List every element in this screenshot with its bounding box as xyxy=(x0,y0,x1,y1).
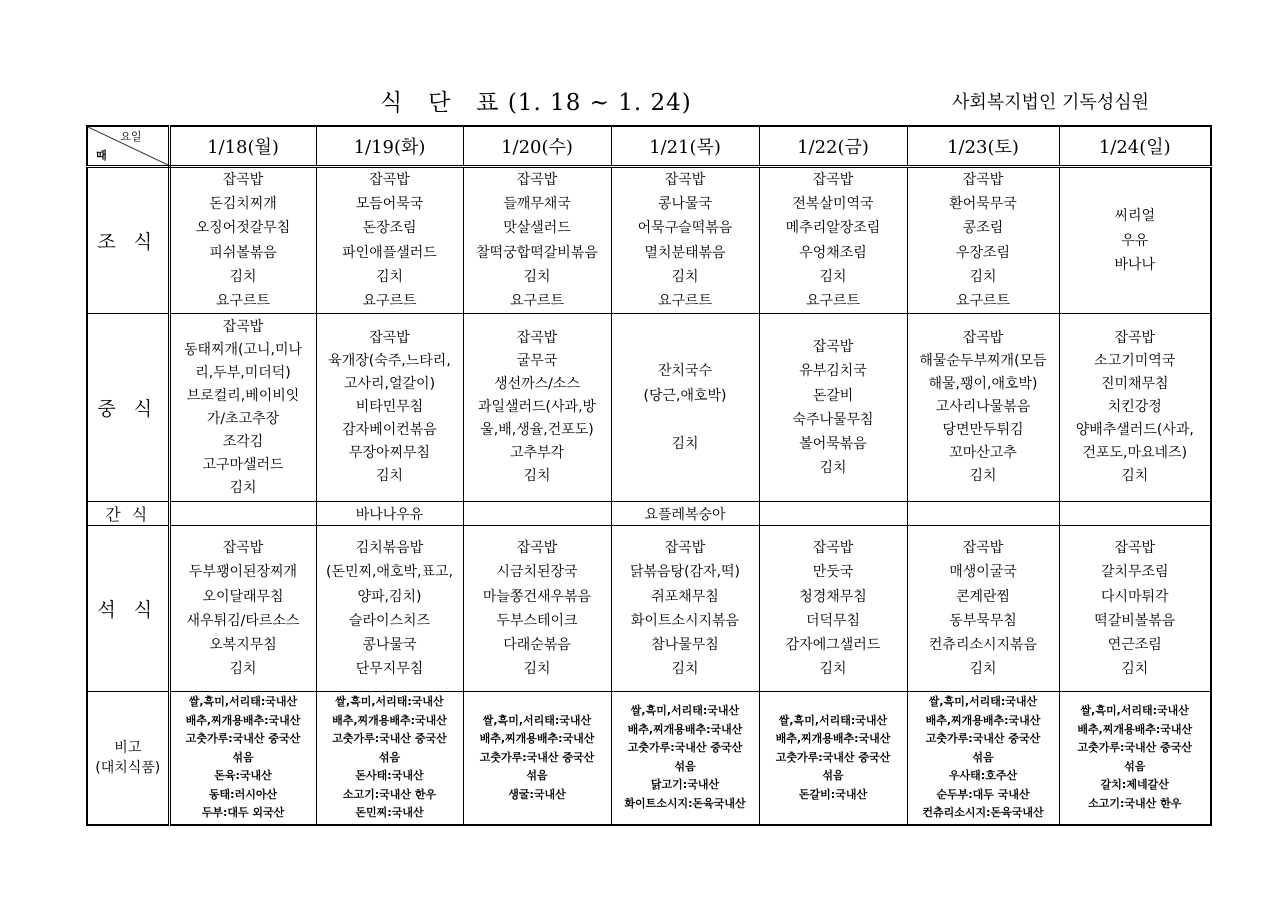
menu-item: 잡곡밥 xyxy=(222,540,264,557)
origin-note-line: 소고기:국내산 한우 xyxy=(1088,796,1182,810)
menu-item: 과일샐러드(사과,방 xyxy=(477,399,597,416)
menu-item: 만둣국 xyxy=(812,564,854,581)
menu-item: 김치볶음밥 xyxy=(355,540,424,557)
snack-cell xyxy=(759,502,907,526)
menu-item: (돈민찌,애호박,표고, xyxy=(325,564,453,581)
menu-item: 조각김 xyxy=(222,433,264,450)
origin-note-line: 소고기:국내산 한우 xyxy=(342,787,437,801)
origin-note-line: 고춧가루:국내산 중국산 xyxy=(1077,741,1192,755)
menu-item: 잡곡밥 xyxy=(369,330,410,347)
origin-note-line: 쌀,흑미,서리태:국내산 xyxy=(778,713,888,727)
menu-item: 건포도,마요네즈) xyxy=(1082,445,1188,462)
menu-item: 어묵구슬떡볶음 xyxy=(637,220,733,237)
menu-item: 오징어젓갈무침 xyxy=(195,220,291,237)
menu-item: 잡곡밥 xyxy=(369,172,410,188)
snack-cell xyxy=(463,502,611,526)
lunch-cell xyxy=(1059,314,1211,502)
menu-item: 요구르트 xyxy=(509,293,565,310)
day-header: 1/23(토) xyxy=(907,126,1059,167)
lunch-cell xyxy=(907,314,1059,502)
dinner-cell xyxy=(169,526,316,692)
origin-note-line: 섞음 xyxy=(674,759,696,773)
day-header: 1/20(수) xyxy=(463,126,611,167)
origin-note-line: 배추,찌개용배추:국내산 xyxy=(1077,722,1193,736)
origin-note-line: 닭고기:국내산 xyxy=(650,778,720,792)
notes-sublabel: (대치식품) xyxy=(95,759,161,776)
menu-item: 꼬마산고추 xyxy=(949,445,1017,462)
day-header: 1/19(화) xyxy=(316,126,463,167)
lunch-cell xyxy=(463,314,611,502)
day-header: 1/21(목) xyxy=(611,126,759,167)
menu-item: 양파,김치) xyxy=(357,588,422,605)
menu-item: 유부김치국 xyxy=(799,363,867,380)
menu-item: 두부꽹이된장찌개 xyxy=(188,564,298,581)
menu-item: 당면만두튀김 xyxy=(942,422,1024,439)
menu-item: 환어묵무국 xyxy=(949,196,1017,213)
menu-item: 오이달래무침 xyxy=(202,588,284,605)
menu-item: 쥐포채무침 xyxy=(651,588,719,605)
notes-row xyxy=(87,692,1211,825)
menu-item: 동태찌개(고니,미나 xyxy=(183,341,303,358)
menu-item: 요구르트 xyxy=(955,293,1011,310)
menu-item: 콩조림 xyxy=(962,220,1004,237)
menu-item: 단무지무침 xyxy=(355,661,424,678)
notes-label: 비고 xyxy=(114,739,142,756)
menu-item: 더덕무침 xyxy=(805,612,861,629)
breakfast-row xyxy=(87,167,1211,314)
menu-item: 김치 xyxy=(819,268,847,285)
breakfast-cell xyxy=(316,167,463,314)
menu-item: 모듬어묵국 xyxy=(355,196,424,213)
breakfast-cell xyxy=(463,167,611,314)
menu-item: 숙주나물무침 xyxy=(792,411,874,428)
origin-note-line: 배추,찌개용배추:국내산 xyxy=(185,713,301,727)
menu-item: 화이트소시지볶음 xyxy=(630,612,740,629)
menu-item: 동부묵무침 xyxy=(949,612,1017,629)
organization-name: 사회복지법인 기독성심원 xyxy=(952,92,1149,113)
lunch-cell xyxy=(316,314,463,502)
menu-item: 브로컬리,베이비잇 xyxy=(186,387,300,404)
menu-item: 우장조림 xyxy=(955,244,1011,261)
menu-item: 김치 xyxy=(1121,468,1149,485)
menu-item: 찰떡궁합떡갈비볶음 xyxy=(476,244,598,261)
menu-item: 고추부각 xyxy=(509,445,565,462)
dinner-cell xyxy=(316,526,463,692)
menu-item: 해물,꽹이,애호박) xyxy=(928,376,1038,393)
menu-item: 생선까스/소스 xyxy=(494,376,580,393)
menu-item: 슬라이스치즈 xyxy=(348,612,431,629)
lunch-cell xyxy=(169,314,316,502)
meal-label-snack: 간 식 xyxy=(87,502,169,526)
menu-item: 메추리알장조림 xyxy=(785,220,881,237)
menu-item: 청경채무침 xyxy=(799,588,867,605)
menu-item: 씨리얼 xyxy=(1114,208,1156,225)
menu-item: 양배추샐러드(사과, xyxy=(1075,422,1194,439)
menu-item: 잡곡밥 xyxy=(962,172,1004,188)
menu-item: 돈갈비 xyxy=(812,387,854,404)
menu-item: 잡곡밥 xyxy=(812,339,854,356)
menu-item: 연근조림 xyxy=(1107,636,1162,653)
menu-item: 매생이굴국 xyxy=(949,564,1017,581)
menu-item: 오복지무침 xyxy=(209,636,277,653)
notes-cell xyxy=(759,692,907,825)
menu-item: 김치 xyxy=(819,661,847,678)
origin-note-line: 돈갈비:국내산 xyxy=(798,787,868,801)
notes-cell xyxy=(463,692,611,825)
origin-note-line: 섞음 xyxy=(972,750,994,764)
menu-item: 떡갈비볼볶음 xyxy=(1094,612,1176,629)
menu-item: 감자에그샐러드 xyxy=(785,636,881,653)
lunch-cell xyxy=(611,314,759,502)
menu-item: 잡곡밥 xyxy=(962,540,1004,557)
origin-note-line: 돈민찌:국내산 xyxy=(355,806,424,820)
menu-item: 고사리나물볶음 xyxy=(935,399,1031,416)
menu-item: 김치 xyxy=(969,468,997,485)
lunch-cell xyxy=(759,314,907,502)
snack-cell xyxy=(169,502,316,526)
menu-item: 잡곡밥 xyxy=(222,318,264,335)
origin-note-line: 배추,찌개용배추:국내산 xyxy=(775,732,891,746)
origin-note-line: 순두부:대두 국내산 xyxy=(936,787,1030,801)
menu-item: 김치 xyxy=(969,661,997,678)
menu-item: 김치 xyxy=(671,661,699,678)
origin-note-line: 섞음 xyxy=(378,750,401,764)
origin-note-line: 섞음 xyxy=(822,769,844,783)
notes-label-cell xyxy=(87,692,169,825)
origin-note-line: 고춧가루:국내산 중국산 xyxy=(627,741,743,755)
menu-item: 요구르트 xyxy=(805,293,861,310)
meal-label-breakfast: 조 식 xyxy=(87,167,169,314)
origin-note-line: 쌀,흑미,서리태:국내산 xyxy=(482,713,592,727)
menu-item: 콩나물국 xyxy=(362,636,417,653)
menu-item: 다래순볶음 xyxy=(503,636,571,653)
menu-item: 가/초고추장 xyxy=(206,410,280,427)
origin-note-line: 쌀,흑미,서리태:국내산 xyxy=(335,695,444,709)
menu-item: 참나물무침 xyxy=(651,636,719,653)
snack-row xyxy=(87,502,1211,526)
menu-item: 김치 xyxy=(375,468,404,485)
menu-item: 우유 xyxy=(1121,232,1149,249)
breakfast-cell xyxy=(611,167,759,314)
page-title: 식 단 표 (1. 18 ~ 1. 24) xyxy=(380,90,692,116)
origin-note-line: 고춧가루:국내산 중국산 xyxy=(332,732,447,746)
menu-item: 김치 xyxy=(671,268,699,285)
origin-note-line: 생굴:국내산 xyxy=(508,787,566,801)
breakfast-cell xyxy=(169,167,316,314)
menu-item: 볼어묵볶음 xyxy=(799,435,867,452)
menu-item: 요구르트 xyxy=(362,293,417,310)
menu-item: 고사리,얼갈이) xyxy=(343,376,436,393)
menu-item: 돈장조림 xyxy=(362,220,417,237)
notes-cell xyxy=(169,692,316,825)
breakfast-cell xyxy=(759,167,907,314)
notes-cell xyxy=(1059,692,1211,825)
menu-item: 요구르트 xyxy=(215,293,271,310)
breakfast-cell xyxy=(1059,167,1211,314)
dinner-cell xyxy=(759,526,907,692)
meal-label-dinner: 석 식 xyxy=(87,526,169,692)
menu-item: 콩나물국 xyxy=(657,196,713,213)
menu-item: 감자베이컨볶음 xyxy=(342,422,437,439)
origin-note-line: 쌀,흑미,서리태:국내산 xyxy=(928,695,1038,709)
menu-item: 잡곡밥 xyxy=(222,172,264,188)
dinner-cell xyxy=(463,526,611,692)
menu-item: 소고기미역국 xyxy=(1094,353,1176,370)
menu-item: 들깨무채국 xyxy=(503,196,571,213)
menu-item: 잡곡밥 xyxy=(516,172,558,188)
snack-cell xyxy=(907,502,1059,526)
snack-cell: 바나나우유 xyxy=(316,502,463,526)
menu-item: 김치 xyxy=(229,479,257,496)
notes-cell xyxy=(907,692,1059,825)
notes-cell xyxy=(611,692,759,825)
menu-item: 김치 xyxy=(523,661,551,678)
day-header-row xyxy=(87,126,1211,167)
origin-note-line: 배추,찌개용배추:국내산 xyxy=(332,713,447,727)
origin-note-line: 두부:대두 외국산 xyxy=(201,806,285,820)
breakfast-cell xyxy=(907,167,1059,314)
menu-item: 닭볶음탕(감자,떡) xyxy=(629,564,741,581)
menu-item: 갈치무조림 xyxy=(1100,564,1169,581)
origin-note-line: 돈육:국내산 xyxy=(214,769,272,783)
menu-item: 김치 xyxy=(229,268,257,285)
origin-note-line: 컨츄리소시지:돈육국내산 xyxy=(922,806,1044,820)
dinner-cell xyxy=(1059,526,1211,692)
menu-item: 잡곡밥 xyxy=(664,540,706,557)
day-header: 1/24(일) xyxy=(1059,126,1211,167)
menu-item: 피쉬볼볶음 xyxy=(209,244,277,261)
origin-note-line: 쌀,흑미,서리태:국내산 xyxy=(188,695,298,709)
corner-day-label: 요일 xyxy=(120,130,142,143)
menu-item: 잡곡밥 xyxy=(516,330,558,347)
dinner-cell xyxy=(611,526,759,692)
menu-item: 다시마튀각 xyxy=(1100,588,1169,605)
origin-note-line: 섞음 xyxy=(526,769,548,783)
menu-item: 두부스테이크 xyxy=(496,612,578,629)
menu-item: 고구마샐러드 xyxy=(202,456,284,473)
menu-item: 돈김치찌개 xyxy=(209,196,277,213)
menu-item: 치킨강정 xyxy=(1107,399,1162,416)
meal-label-lunch: 중 식 xyxy=(87,314,169,502)
origin-note-line: 배추,찌개용배추:국내산 xyxy=(925,713,1041,727)
origin-note-line: 쌀,흑미,서리태:국내산 xyxy=(1080,704,1189,718)
menu-item: 잡곡밥 xyxy=(1114,330,1156,347)
menu-item: 파인애플샐러드 xyxy=(342,244,437,261)
menu-item: 컨츄리소시지볶음 xyxy=(928,636,1038,653)
origin-note-line: 배추,찌개용배추:국내산 xyxy=(627,722,743,736)
menu-item: 잡곡밥 xyxy=(664,172,706,188)
notes-cell xyxy=(316,692,463,825)
dinner-cell xyxy=(907,526,1059,692)
menu-item: 잡곡밥 xyxy=(812,540,854,557)
corner-meal-label: 때 xyxy=(96,149,107,162)
menu-item: (당근,애호박) xyxy=(643,387,727,404)
menu-item: 잔치국수 xyxy=(657,363,713,380)
menu-item: 해물순두부찌개(모듬 xyxy=(919,353,1047,370)
origin-note-line: 돈사태:국내산 xyxy=(355,769,424,783)
menu-item: 김치 xyxy=(819,460,847,477)
menu-item xyxy=(612,408,759,432)
menu-item: 콘계란찜 xyxy=(955,588,1011,605)
menu-item: 새우튀김/타르소스 xyxy=(186,612,300,629)
menu-item: 무장아찌무침 xyxy=(348,445,431,462)
origin-note-line: 화이트소시지:돈육국내산 xyxy=(624,796,746,810)
dinner-row xyxy=(87,526,1211,692)
origin-note-line: 동태:러시아산 xyxy=(208,787,278,801)
menu-item: 김치 xyxy=(229,661,257,678)
menu-table xyxy=(86,125,1212,826)
menu-item: 김치 xyxy=(523,468,551,485)
menu-item: 김치 xyxy=(671,435,699,452)
origin-note-line: 배추,찌개용배추:국내산 xyxy=(479,732,595,746)
origin-note-line: 고춧가루:국내산 중국산 xyxy=(925,732,1041,746)
menu-item: 비타민무침 xyxy=(355,399,424,416)
origin-note-line: 고춧가루:국내산 중국산 xyxy=(775,750,891,764)
menu-item: 요구르트 xyxy=(657,293,713,310)
origin-note-line: 섞음 xyxy=(232,750,254,764)
corner-cell xyxy=(87,126,169,167)
menu-item: 리,두부,미더덕) xyxy=(195,364,291,381)
origin-note-line: 고춧가루:국내산 중국산 xyxy=(479,750,595,764)
menu-item: 바나나 xyxy=(1114,256,1156,273)
diagonal-divider xyxy=(88,127,168,165)
menu-item: 울,배,생율,건포도) xyxy=(480,422,594,439)
menu-item: 잡곡밥 xyxy=(962,330,1004,347)
snack-cell xyxy=(1059,502,1211,526)
menu-item: 굴무국 xyxy=(516,353,558,370)
menu-item: 김치 xyxy=(523,268,551,285)
menu-item: 멸치분태볶음 xyxy=(644,244,726,261)
menu-item: 진미채무침 xyxy=(1100,376,1169,393)
menu-item: 김치 xyxy=(969,268,997,285)
menu-item: 마늘쫑건새우볶음 xyxy=(482,588,592,605)
menu-item: 맛살샐러드 xyxy=(503,220,571,237)
origin-note-line: 갈치:제네갈산 xyxy=(1100,778,1169,792)
menu-item: 우엉채조림 xyxy=(799,244,867,261)
origin-note-line: 섞음 xyxy=(1124,759,1146,773)
origin-note-line: 쌀,흑미,서리태:국내산 xyxy=(630,704,740,718)
menu-item: 전복살미역국 xyxy=(792,196,874,213)
snack-cell: 요플레복숭아 xyxy=(611,502,759,526)
menu-item: 잡곡밥 xyxy=(1114,540,1156,557)
menu-item: 김치 xyxy=(375,268,404,285)
origin-note-line: 고춧가루:국내산 중국산 xyxy=(185,732,301,746)
origin-note-line: 우사태:호주산 xyxy=(948,769,1018,783)
menu-item: 육개장(숙주,느타리, xyxy=(328,353,451,370)
menu-item: 잡곡밥 xyxy=(516,540,558,557)
day-header: 1/18(월) xyxy=(169,126,316,167)
menu-item: 시금치된장국 xyxy=(496,564,578,581)
day-header: 1/22(금) xyxy=(759,126,907,167)
menu-item: 김치 xyxy=(1121,661,1149,678)
lunch-row xyxy=(87,314,1211,502)
menu-item: 잡곡밥 xyxy=(812,172,854,188)
